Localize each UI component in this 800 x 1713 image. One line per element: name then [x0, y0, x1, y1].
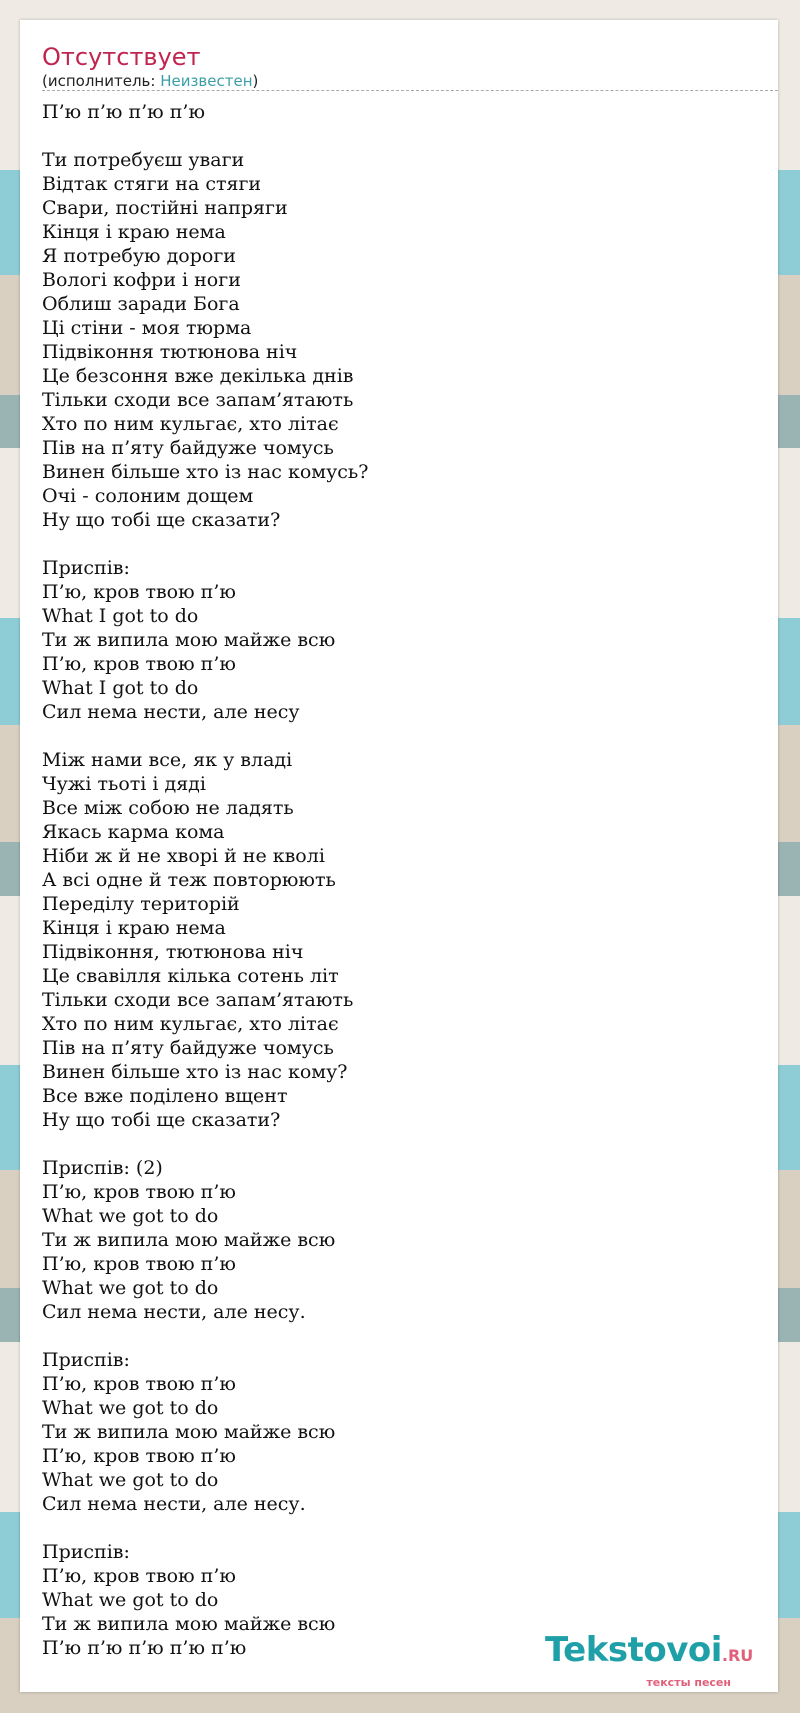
lyric-line: П’ю, кров твою п’ю: [42, 581, 236, 603]
lyric-line: What I got to do: [42, 677, 199, 699]
lyric-line: Це свавілля кілька сотень літ: [42, 965, 339, 987]
stanza-gap: [42, 1516, 732, 1540]
lyric-line: Це безсоння вже декілька днів: [42, 365, 354, 387]
artist-suffix: ): [252, 72, 259, 90]
lyric-line: Ти ж випила мою майже всю: [42, 1421, 336, 1443]
lyric-line: Тільки сходи все запам’ятають: [42, 989, 354, 1011]
lyric-line: Вологі кофри і ноги: [42, 269, 241, 291]
lyric-line: П’ю, кров твою п’ю: [42, 1445, 236, 1467]
stanza-gap: [42, 724, 732, 748]
lyric-line: Кінця і краю нема: [42, 917, 226, 939]
lyric-line: П’ю, кров твою п’ю: [42, 1253, 236, 1275]
lyric-line: Ти ж випила мою майже всю: [42, 1229, 336, 1251]
lyric-line: What we got to do: [42, 1277, 219, 1299]
lyric-line: Хто по ним кульгає, хто літає: [42, 413, 339, 435]
lyric-line: Все вже поділено вщент: [42, 1085, 288, 1107]
title-divider: [42, 90, 778, 91]
artist-line: [42, 71, 258, 91]
lyric-line: What we got to do: [42, 1469, 219, 1491]
lyric-line: What we got to do: [42, 1397, 219, 1419]
logo-name: Tekstovoi: [545, 1630, 722, 1670]
lyrics-body: [42, 100, 732, 1660]
logo-tagline: тексты песен: [646, 1676, 731, 1689]
lyric-line: Кінця і краю нема: [42, 221, 226, 243]
lyric-line: Хто по ним кульгає, хто літає: [42, 1013, 339, 1035]
lyric-line: Винен більше хто із нас кому?: [42, 1061, 348, 1083]
lyric-line: Ну що тобі ще сказати?: [42, 509, 281, 531]
lyric-line: П’ю, кров твою п’ю: [42, 1181, 236, 1203]
lyric-line: Ти потребуєш уваги: [42, 149, 245, 171]
lyric-line: П’ю п’ю п’ю п’ю п’ю: [42, 1637, 247, 1659]
lyric-line: Сил нема нести, але несу: [42, 701, 300, 723]
lyric-line: Все між собою не ладять: [42, 797, 294, 819]
lyric-line: Приспів:: [42, 557, 130, 579]
lyric-line: Сил нема нести, але несу.: [42, 1301, 306, 1323]
lyric-line: Свари, постійні напряги: [42, 197, 288, 219]
lyric-line: Я потребую дороги: [42, 245, 236, 267]
site-logo[interactable]: [545, 1630, 753, 1670]
lyric-line: Підвіконня, тютюнова ніч: [42, 941, 304, 963]
lyric-line: П’ю п’ю п’ю п’ю: [42, 101, 206, 123]
lyric-line: Сил нема нести, але несу.: [42, 1493, 306, 1515]
lyric-line: What I got to do: [42, 605, 199, 627]
song-card: [20, 20, 778, 1692]
stanza-gap: [42, 1132, 732, 1156]
song-title: Отсутствует: [42, 43, 201, 71]
lyric-line: Ти ж випила мою майже всю: [42, 1613, 336, 1635]
lyric-line: П’ю, кров твою п’ю: [42, 1565, 236, 1587]
lyric-line: Пів на п’яту байдуже чомусь: [42, 437, 334, 459]
lyric-line: What we got to do: [42, 1205, 219, 1227]
lyric-line: Чужі тьоті і дяді: [42, 773, 206, 795]
lyric-line: Переділу територій: [42, 893, 240, 915]
lyric-line: Приспів: (2): [42, 1157, 163, 1179]
lyric-line: П’ю, кров твою п’ю: [42, 653, 236, 675]
lyric-line: Відтак стяги на стяги: [42, 173, 262, 195]
lyric-line: Ніби ж й не хворі й не кволі: [42, 845, 325, 867]
stanza-gap: [42, 532, 732, 556]
lyric-line: Облиш заради Бога: [42, 293, 240, 315]
artist-link[interactable]: Неизвестен: [160, 72, 253, 90]
lyric-line: Ти ж випила мою майже всю: [42, 629, 336, 651]
lyric-line: Ці стіни - моя тюрма: [42, 317, 252, 339]
lyric-line: Винен більше хто із нас комусь?: [42, 461, 369, 483]
artist-prefix: (исполнитель:: [42, 72, 161, 90]
lyric-line: Ну що тобі ще сказати?: [42, 1109, 281, 1131]
stanza-gap: [42, 1324, 732, 1348]
lyric-line: Між нами все, як у владі: [42, 749, 293, 771]
lyric-line: А всі одне й теж повторюють: [42, 869, 336, 891]
lyric-line: П’ю, кров твою п’ю: [42, 1373, 236, 1395]
lyric-line: Підвіконня тютюнова ніч: [42, 341, 298, 363]
lyric-line: What we got to do: [42, 1589, 219, 1611]
lyric-line: Приспів:: [42, 1349, 130, 1371]
lyric-line: Пів на п’яту байдуже чомусь: [42, 1037, 334, 1059]
stanza-gap: [42, 124, 732, 148]
lyric-line: Якась карма кома: [42, 821, 225, 843]
lyric-line: Приспів:: [42, 1541, 130, 1563]
lyric-line: Тільки сходи все запам’ятають: [42, 389, 354, 411]
lyric-line: Очі - солоним дощем: [42, 485, 254, 507]
logo-tld: .RU: [721, 1646, 754, 1665]
